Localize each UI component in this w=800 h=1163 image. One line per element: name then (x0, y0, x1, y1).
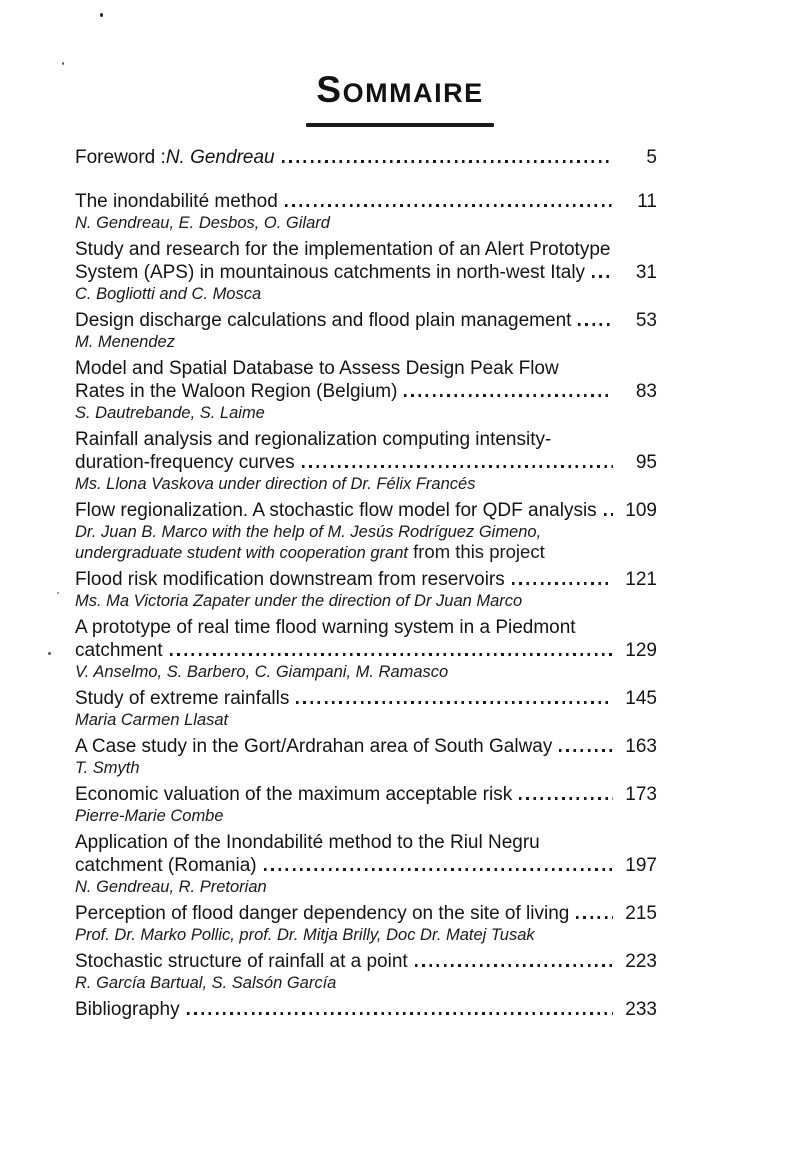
toc-entry-title (75, 568, 505, 591)
page-number: 31 (635, 262, 657, 283)
toc-entry-title-row (75, 639, 657, 662)
toc-entry-title (75, 950, 408, 973)
text-segment: Flood risk modification downstream from reservoirs (75, 569, 505, 590)
toc-entry-authors (75, 877, 657, 897)
text-segment-italic: R. García Bartual, S. Salsón García (75, 974, 337, 992)
page-number: 173 (625, 784, 657, 805)
toc-entry-authors (75, 474, 657, 494)
text-segment: A Case study in the Gort/Ardrahan area of South Galway (75, 736, 553, 757)
toc-entry-title-line (75, 831, 657, 854)
toc-entry-title-row (75, 261, 657, 284)
toc-entry-title-row (75, 309, 657, 332)
toc-entry-authors (75, 758, 657, 778)
text-segment: Bibliography (75, 999, 180, 1020)
toc-entry-authors (75, 973, 657, 993)
text-segment: Rates in the Waloon Region (Belgium) (75, 381, 398, 402)
text-segment: Foreword : (75, 147, 166, 168)
toc-entry-title (75, 358, 559, 379)
toc-entry (75, 238, 657, 304)
page-number: 129 (625, 640, 657, 661)
text-segment-italic: Prof. Dr. Marko Pollic, prof. Dr. Mitja Brilly, Doc Dr. Matej Tusak (75, 926, 535, 944)
toc-entry-authors (75, 542, 657, 563)
toc-entry-title-row (75, 735, 657, 758)
text-segment-italic: Dr. Juan B. Marco with the help of M. Jesús Rodríguez Gimeno, (75, 523, 542, 541)
text-segment: Perception of flood danger dependency on the site of living (75, 903, 570, 924)
text-segment: Rainfall analysis and regionalization computing intensity- (75, 429, 552, 450)
text-segment: Stochastic structure of rainfall at a point (75, 951, 408, 972)
toc-entry-title-row (75, 998, 657, 1021)
dot-leader (592, 275, 613, 278)
toc-entry-title-line (75, 428, 657, 451)
toc-entry-title-row (75, 146, 657, 169)
text-segment: Economic valuation of the maximum acceptable risk (75, 784, 513, 805)
page-number: 197 (625, 855, 657, 876)
toc-entry (75, 735, 657, 778)
dot-leader (576, 916, 613, 919)
toc-entry (75, 309, 657, 352)
text-segment: Design discharge calculations and flood plain management (75, 310, 572, 331)
page-number: 109 (625, 500, 657, 521)
dot-leader (415, 964, 613, 967)
text-segment: System (APS) in mountainous catchments in north-west Italy (75, 262, 586, 283)
page-title-rest: OMMAIRE (342, 78, 484, 108)
toc-entry (75, 190, 657, 233)
toc-entry-title (75, 146, 275, 169)
text-segment: Flow regionalization. A stochastic flow model for QDF analysis (75, 500, 597, 521)
scan-artifact (57, 592, 59, 594)
toc-entry-title-row (75, 451, 657, 474)
toc-entry-authors (75, 403, 657, 423)
text-segment-italic: S. Dautrebande, S. Laime (75, 404, 265, 422)
dot-leader (282, 160, 613, 163)
text-segment: catchment (Romania) (75, 855, 257, 876)
toc-entry-authors (75, 284, 657, 304)
dot-leader (404, 394, 613, 397)
toc-entry (75, 357, 657, 423)
toc-entry-authors (75, 662, 657, 682)
toc-entry-title-row (75, 950, 657, 973)
toc-entry-title (75, 190, 278, 213)
toc-entry-title (75, 735, 552, 758)
toc-entry-title-row (75, 902, 657, 925)
toc-entry (75, 902, 657, 945)
scan-artifact (100, 13, 103, 17)
toc-entry (75, 998, 657, 1021)
dot-leader (604, 513, 613, 516)
toc-entry (75, 568, 657, 611)
toc-entry-title-row (75, 499, 657, 522)
page-number: 95 (635, 452, 657, 473)
page-number: 233 (625, 999, 657, 1020)
page-title-first-letter: S (316, 69, 343, 110)
toc-entry-title (75, 783, 512, 806)
toc-entry-authors (75, 591, 657, 611)
toc-entry-title-row (75, 687, 657, 710)
page-title (0, 70, 800, 113)
text-segment: duration-frequency curves (75, 452, 295, 473)
text-segment: from this project (407, 541, 545, 562)
dot-leader (519, 797, 613, 800)
text-segment: A prototype of real time flood warning system in a Piedmont (75, 617, 576, 638)
toc-entry-title-row (75, 783, 657, 806)
page-number: 5 (646, 147, 657, 168)
toc-entry-title (75, 261, 585, 284)
toc-entry-title (75, 499, 597, 522)
page-number: 11 (637, 191, 657, 212)
toc-entry-title (75, 309, 571, 332)
toc-entry-title (75, 998, 180, 1021)
page-number: 83 (635, 381, 657, 402)
toc-entry (75, 783, 657, 826)
dot-leader (559, 749, 613, 752)
dot-leader (264, 868, 613, 871)
text-segment-italic: N. Gendreau (165, 147, 275, 168)
text-segment: Study and research for the implementation of an Alert Prototype (75, 239, 611, 260)
dot-leader (296, 701, 613, 704)
toc-entry-title-line (75, 357, 657, 380)
toc-entry (75, 499, 657, 563)
toc-entry-authors (75, 710, 657, 730)
text-segment: Model and Spatial Database to Assess Design Peak Flow (75, 358, 559, 379)
dot-leader (170, 653, 613, 656)
page-number: 53 (635, 310, 657, 331)
text-segment-italic: Pierre-Marie Combe (75, 807, 224, 825)
text-segment-italic: M. Menendez (75, 333, 175, 351)
text-segment-italic: Ms. Llona Vaskova under direction of Dr. Félix Francés (75, 475, 476, 493)
toc-entry-authors (75, 332, 657, 352)
toc-entry-title (75, 429, 551, 450)
toc-entry-authors (75, 806, 657, 826)
toc-entry-title-row (75, 380, 657, 403)
toc-entry (75, 831, 657, 897)
text-segment-italic: N. Gendreau, R. Pretorian (75, 878, 267, 896)
toc-entry-title (75, 687, 289, 710)
page-number: 223 (625, 951, 657, 972)
page-number: 215 (625, 903, 657, 924)
dot-leader (285, 204, 613, 207)
toc-entry (75, 687, 657, 730)
text-segment: Application of the Inondabilité method to the Riul Negru (75, 832, 540, 853)
text-segment: catchment (75, 640, 163, 661)
dot-leader (512, 582, 613, 585)
title-underline-rule (306, 123, 494, 127)
toc-entry-title (75, 380, 397, 403)
scan-artifact (48, 652, 51, 655)
toc-entry-title (75, 832, 540, 853)
toc-entry-title (75, 854, 257, 877)
toc-entry-title-row (75, 854, 657, 877)
page-number: 145 (625, 688, 657, 709)
toc-entry-title (75, 617, 576, 638)
toc-entry-authors (75, 925, 657, 945)
text-segment-italic: N. Gendreau, E. Desbos, O. Gilard (75, 214, 330, 232)
toc-entry-title-row (75, 568, 657, 591)
text-segment-italic: undergraduate student with cooperation grant (75, 544, 408, 562)
toc-entry-title (75, 902, 569, 925)
scan-artifact (62, 62, 64, 65)
toc-entry-title-line (75, 238, 657, 261)
text-segment-italic: T. Smyth (75, 759, 140, 777)
page-number: 121 (625, 569, 657, 590)
page-number: 163 (625, 736, 657, 757)
toc-entry (75, 146, 657, 169)
toc-entry-title-line (75, 616, 657, 639)
text-segment-italic: Ms. Ma Victoria Zapater under the direction of Dr Juan Marco (75, 592, 523, 610)
toc-entry (75, 428, 657, 494)
toc-entry-authors (75, 213, 657, 233)
toc-entry-title (75, 639, 163, 662)
toc-entry-title (75, 451, 295, 474)
toc-entry (75, 950, 657, 993)
dot-leader (187, 1012, 613, 1015)
toc-entry-authors (75, 522, 657, 542)
text-segment: The inondabilité method (75, 191, 278, 212)
toc-entry-title (75, 239, 610, 260)
toc-entry-title-row (75, 190, 657, 213)
text-segment: Study of extreme rainfalls (75, 688, 290, 709)
dot-leader (578, 323, 613, 326)
text-segment-italic: V. Anselmo, S. Barbero, C. Giampani, M. Ramasco (75, 663, 449, 681)
text-segment-italic: Maria Carmen Llasat (75, 711, 229, 729)
document-header (0, 70, 800, 127)
dot-leader (302, 465, 613, 468)
text-segment-italic: C. Bogliotti and C. Mosca (75, 285, 262, 303)
toc-entry (75, 616, 657, 682)
table-of-contents (75, 146, 657, 1021)
